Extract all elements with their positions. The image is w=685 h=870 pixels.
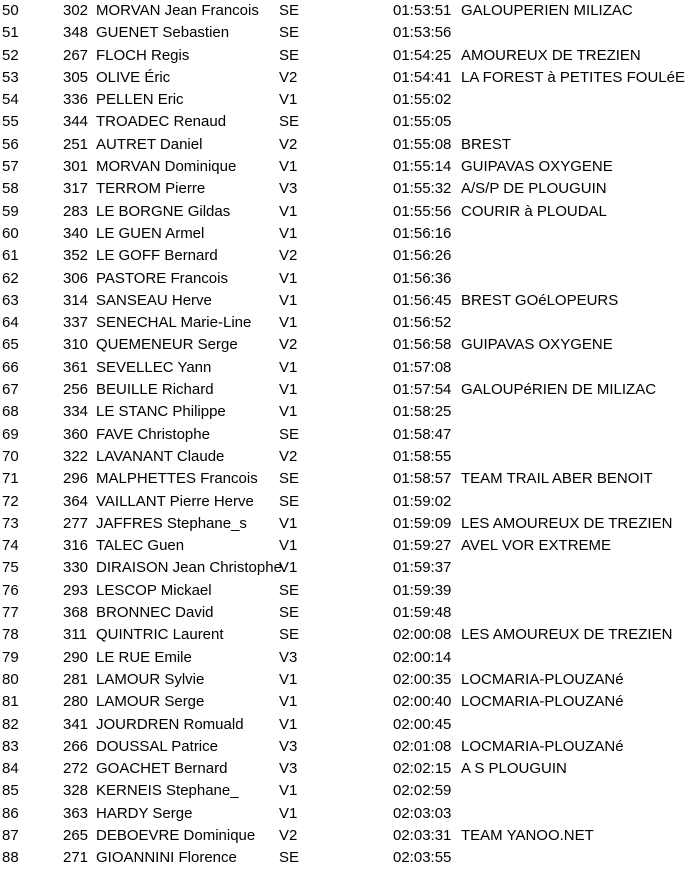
club-cell: LOCMARIA-PLOUZANé (461, 670, 624, 688)
club-cell: BREST GOéLOPEURS (461, 291, 619, 309)
bib-cell: 314 (63, 291, 89, 309)
finish-time-cell: 01:59:39 (393, 581, 452, 599)
runner-name-cell: BEUILLE Richard (96, 381, 214, 399)
finish-time-cell: 02:00:08 (393, 626, 452, 644)
table-row (0, 780, 660, 802)
finish-time-cell: 01:55:08 (393, 135, 452, 153)
table-row (0, 557, 660, 579)
finish-time-cell: 01:59:48 (393, 604, 452, 622)
bib-cell: 302 (63, 2, 89, 19)
bib-cell: 360 (63, 425, 89, 443)
rank-cell: 64 (2, 314, 19, 332)
rank-cell: 85 (2, 782, 19, 800)
bib-cell: 283 (63, 202, 89, 220)
finish-time-cell: 01:56:16 (393, 224, 452, 242)
category-cell: SE (279, 849, 300, 867)
bib-cell: 316 (63, 537, 89, 555)
bib-cell: 306 (63, 269, 89, 287)
table-row (0, 669, 660, 691)
finish-time-cell: 01:56:45 (393, 291, 452, 309)
rank-cell: 71 (2, 470, 19, 488)
rank-cell: 62 (2, 269, 19, 287)
category-cell: SE (279, 581, 300, 599)
runner-name-cell: PASTORE Francois (96, 269, 228, 287)
finish-time-cell: 02:00:35 (393, 670, 452, 688)
rank-cell: 66 (2, 358, 19, 376)
finish-time-cell: 01:54:25 (393, 46, 452, 64)
rank-cell: 75 (2, 559, 19, 577)
runner-name-cell: BRONNEC David (96, 604, 214, 622)
runner-name-cell: FLOCH Regis (96, 46, 190, 64)
bib-cell: 330 (63, 559, 89, 577)
runner-name-cell: GOACHET Bernard (96, 760, 228, 778)
table-row (0, 825, 660, 847)
rank-cell: 57 (2, 158, 19, 176)
rank-cell: 52 (2, 46, 19, 64)
bib-cell: 311 (63, 626, 87, 644)
runner-name-cell: SANSEAU Herve (96, 291, 212, 309)
rank-cell: 59 (2, 202, 19, 220)
runner-name-cell: JOURDREN Romuald (96, 715, 244, 733)
rank-cell: 82 (2, 715, 19, 733)
finish-time-cell: 01:54:41 (393, 68, 452, 86)
club-cell: BREST (461, 135, 512, 153)
bib-cell: 271 (63, 849, 89, 867)
runner-name-cell: LE GOFF Bernard (96, 247, 218, 265)
table-row (0, 357, 660, 379)
rank-cell: 87 (2, 826, 19, 844)
table-row (0, 268, 660, 290)
rank-cell: 60 (2, 224, 19, 242)
finish-time-cell: 01:55:56 (393, 202, 452, 220)
finish-time-cell: 01:55:14 (393, 158, 452, 176)
bib-cell: 364 (63, 492, 89, 510)
category-cell: SE (279, 425, 300, 443)
finish-time-cell: 02:01:08 (393, 737, 452, 755)
category-cell: SE (279, 604, 300, 622)
runner-name-cell: LE GUEN Armel (96, 224, 205, 242)
finish-time-cell: 01:56:58 (393, 336, 452, 354)
finish-time-cell: 01:53:51 (393, 2, 452, 19)
club-cell: COURIR à PLOUDAL (461, 202, 607, 220)
runner-name-cell: MALPHETTES Francois (96, 470, 258, 488)
category-cell: SE (279, 492, 300, 510)
club-cell: LOCMARIA-PLOUZANé (461, 737, 624, 755)
table-row (0, 468, 660, 490)
bib-cell: 368 (63, 604, 89, 622)
category-cell: V1 (279, 693, 298, 711)
bib-cell: 341 (63, 715, 89, 733)
club-cell: GALOUPERIEN MILIZAC (461, 2, 633, 19)
category-cell: V1 (279, 224, 298, 242)
category-cell: V1 (279, 202, 298, 220)
rank-cell: 56 (2, 135, 19, 153)
finish-time-cell: 01:56:36 (393, 269, 452, 287)
finish-time-cell: 01:58:57 (393, 470, 452, 488)
category-cell: V2 (279, 336, 298, 354)
bib-cell: 296 (63, 470, 89, 488)
category-cell: V2 (279, 447, 298, 465)
runner-name-cell: OLIVE Éric (96, 68, 171, 86)
runner-name-cell: QUEMENEUR Serge (96, 336, 238, 354)
finish-time-cell: 02:03:31 (393, 826, 452, 844)
category-cell: V1 (279, 403, 298, 421)
rank-cell: 73 (2, 514, 19, 532)
table-row (0, 379, 660, 401)
finish-time-cell: 02:02:59 (393, 782, 452, 800)
category-cell: V3 (279, 760, 298, 778)
bib-cell: 305 (63, 68, 89, 86)
bib-cell: 290 (63, 648, 89, 666)
bib-cell: 266 (63, 737, 89, 755)
table-row (0, 156, 660, 178)
bib-cell: 265 (63, 826, 89, 844)
runner-name-cell: LESCOP Mickael (96, 581, 212, 599)
rank-cell: 80 (2, 670, 19, 688)
table-row (0, 691, 660, 713)
table-row (0, 580, 660, 602)
bib-cell: 272 (63, 760, 89, 778)
finish-time-cell: 01:55:05 (393, 113, 452, 131)
table-row (0, 602, 660, 624)
runner-name-cell: LE STANC Philippe (96, 403, 226, 421)
table-row (0, 89, 660, 111)
runner-name-cell: KERNEIS Stephane_ (96, 782, 239, 800)
category-cell: SE (279, 113, 300, 131)
rank-cell: 78 (2, 626, 19, 644)
runner-name-cell: GUENET Sebastien (96, 24, 230, 42)
category-cell: SE (279, 626, 300, 644)
runner-name-cell: GIOANNINI Florence (96, 849, 237, 867)
category-cell: V3 (279, 737, 298, 755)
table-row (0, 178, 660, 200)
bib-cell: 281 (63, 670, 89, 688)
rank-cell: 83 (2, 737, 19, 755)
category-cell: V3 (279, 648, 298, 666)
finish-time-cell: 01:59:27 (393, 537, 452, 555)
club-cell: LOCMARIA-PLOUZANé (461, 693, 624, 711)
club-cell: GALOUPéRIEN DE MILIZAC (461, 381, 657, 399)
category-cell: V1 (279, 715, 298, 733)
rank-cell: 61 (2, 247, 19, 265)
bib-cell: 267 (63, 46, 89, 64)
table-row (0, 290, 660, 312)
rank-cell: 79 (2, 648, 19, 666)
finish-time-cell: 01:59:09 (393, 514, 452, 532)
table-row (0, 245, 660, 267)
rank-cell: 84 (2, 760, 19, 778)
finish-time-cell: 02:00:45 (393, 715, 452, 733)
bib-cell: 334 (63, 403, 89, 421)
bib-cell: 352 (63, 247, 89, 265)
category-cell: V1 (279, 537, 298, 555)
club-cell: GUIPAVAS OXYGENE (461, 336, 613, 354)
table-row (0, 847, 660, 869)
finish-time-cell: 02:00:14 (393, 648, 452, 666)
club-cell: LES AMOUREUX DE TREZIEN (461, 626, 673, 644)
club-cell: A S PLOUGUIN (461, 760, 567, 778)
rank-cell: 58 (2, 180, 19, 198)
runner-name-cell: LAMOUR Sylvie (96, 670, 205, 688)
runner-name-cell: JAFFRES Stephane_s (96, 514, 247, 532)
rank-cell: 74 (2, 537, 19, 555)
runner-name-cell: DOUSSAL Patrice (96, 737, 218, 755)
category-cell: V1 (279, 269, 298, 287)
club-cell: A/S/P DE PLOUGUIN (461, 180, 607, 198)
category-cell: V2 (279, 68, 298, 86)
bib-cell: 328 (63, 782, 89, 800)
club-cell: AMOUREUX DE TREZIEN (461, 46, 641, 64)
table-row (0, 803, 660, 825)
runner-name-cell: DEBOEVRE Dominique (96, 826, 256, 844)
runner-name-cell: QUINTRIC Laurent (96, 626, 224, 644)
runner-name-cell: SENECHAL Marie-Line (96, 314, 252, 332)
finish-time-cell: 01:58:55 (393, 447, 452, 465)
table-row (0, 201, 660, 223)
finish-time-cell: 01:57:08 (393, 358, 452, 376)
finish-time-cell: 02:00:40 (393, 693, 452, 711)
category-cell: V1 (279, 358, 298, 376)
finish-time-cell: 01:56:52 (393, 314, 452, 332)
finish-time-cell: 01:58:25 (393, 403, 452, 421)
category-cell: V1 (279, 670, 298, 688)
rank-cell: 53 (2, 68, 19, 86)
table-row (0, 491, 660, 513)
table-row (0, 714, 660, 736)
category-cell: V2 (279, 247, 298, 265)
table-row (0, 111, 660, 133)
rank-cell: 70 (2, 447, 19, 465)
table-row (0, 535, 660, 557)
bib-cell: 361 (63, 358, 89, 376)
category-cell: V1 (279, 158, 298, 176)
category-cell: V1 (279, 314, 298, 332)
finish-time-cell: 02:03:55 (393, 849, 452, 867)
table-row (0, 134, 660, 156)
club-cell: GUIPAVAS OXYGENE (461, 158, 613, 176)
runner-name-cell: LAMOUR Serge (96, 693, 205, 711)
runner-name-cell: MORVAN Jean Francois (96, 2, 259, 19)
rank-cell: 54 (2, 91, 19, 109)
category-cell: SE (279, 470, 300, 488)
runner-name-cell: PELLEN Eric (96, 91, 184, 109)
category-cell: SE (279, 24, 300, 42)
bib-cell: 293 (63, 581, 89, 599)
category-cell: SE (279, 2, 300, 19)
table-row (0, 22, 660, 44)
bib-cell: 344 (63, 113, 89, 131)
rank-cell: 86 (2, 804, 19, 822)
rank-cell: 88 (2, 849, 19, 867)
bib-cell: 340 (63, 224, 89, 242)
finish-time-cell: 02:03:03 (393, 804, 452, 822)
bib-cell: 317 (63, 180, 89, 198)
table-row (0, 736, 660, 758)
rank-cell: 55 (2, 113, 19, 131)
table-row (0, 401, 660, 423)
rank-cell: 76 (2, 581, 19, 599)
runner-name-cell: VAILLANT Pierre Herve (96, 492, 254, 510)
club-cell: LA FOREST à PETITES FOULéE (461, 68, 685, 86)
rank-cell: 63 (2, 291, 19, 309)
category-cell: V2 (279, 826, 298, 844)
table-row (0, 334, 660, 356)
club-cell: LES AMOUREUX DE TREZIEN (461, 514, 673, 532)
bib-cell: 277 (63, 514, 89, 532)
bib-cell: 280 (63, 693, 89, 711)
bib-cell: 256 (63, 381, 89, 399)
runner-name-cell: DIRAISON Jean Christophe (96, 559, 282, 577)
runner-name-cell: SEVELLEC Yann (96, 358, 212, 376)
table-row (0, 0, 660, 22)
runner-name-cell: LE BORGNE Gildas (96, 202, 231, 220)
runner-name-cell: HARDY Serge (96, 804, 193, 822)
category-cell: V1 (279, 381, 298, 399)
rank-cell: 81 (2, 693, 19, 711)
finish-time-cell: 02:02:15 (393, 760, 452, 778)
category-cell: V1 (279, 782, 298, 800)
bib-cell: 363 (63, 804, 89, 822)
category-cell: V1 (279, 291, 298, 309)
finish-time-cell: 01:55:02 (393, 91, 452, 109)
finish-time-cell: 01:57:54 (393, 381, 452, 399)
table-row (0, 513, 673, 535)
bib-cell: 322 (63, 447, 89, 465)
club-cell: TEAM YANOO.NET (461, 826, 594, 844)
category-cell: V1 (279, 804, 298, 822)
table-row (0, 758, 660, 780)
runner-name-cell: LE RUE Emile (96, 648, 192, 666)
table-row (0, 647, 660, 669)
finish-time-cell: 01:55:32 (393, 180, 452, 198)
runner-name-cell: FAVE Christophe (96, 425, 210, 443)
table-row (0, 624, 673, 646)
rank-cell: 72 (2, 492, 19, 510)
bib-cell: 336 (63, 91, 89, 109)
category-cell: SE (279, 46, 300, 64)
runner-name-cell: TROADEC Renaud (96, 113, 227, 131)
bib-cell: 337 (63, 314, 89, 332)
category-cell: V1 (279, 559, 298, 577)
bib-cell: 348 (63, 24, 89, 42)
bib-cell: 251 (63, 135, 89, 153)
table-row (0, 223, 660, 245)
category-cell: V1 (279, 91, 298, 109)
rank-cell: 51 (2, 24, 19, 42)
runner-name-cell: TALEC Guen (96, 537, 185, 555)
table-row (0, 446, 660, 468)
finish-time-cell: 01:53:56 (393, 24, 452, 42)
category-cell: V2 (279, 135, 298, 153)
table-row (0, 67, 685, 89)
finish-time-cell: 01:56:26 (393, 247, 452, 265)
finish-time-cell: 01:59:37 (393, 559, 452, 577)
category-cell: V3 (279, 180, 298, 198)
club-cell: AVEL VOR EXTREME (461, 537, 612, 555)
rank-cell: 69 (2, 425, 19, 443)
rank-cell: 67 (2, 381, 19, 399)
finish-time-cell: 01:58:47 (393, 425, 452, 443)
finish-time-cell: 01:59:02 (393, 492, 452, 510)
bib-cell: 301 (63, 158, 89, 176)
table-row (0, 424, 660, 446)
runner-name-cell: LAVANANT Claude (96, 447, 225, 465)
rank-cell: 68 (2, 403, 19, 421)
table-row (0, 312, 660, 334)
rank-cell: 50 (2, 2, 19, 19)
table-row (0, 45, 660, 67)
rank-cell: 65 (2, 336, 19, 354)
runner-name-cell: MORVAN Dominique (96, 158, 237, 176)
club-cell: TEAM TRAIL ABER BENOIT (461, 470, 653, 488)
runner-name-cell: TERROM Pierre (96, 180, 206, 198)
category-cell: V1 (279, 514, 298, 532)
bib-cell: 310 (63, 336, 89, 354)
runner-name-cell: AUTRET Daniel (96, 135, 203, 153)
rank-cell: 77 (2, 604, 19, 622)
